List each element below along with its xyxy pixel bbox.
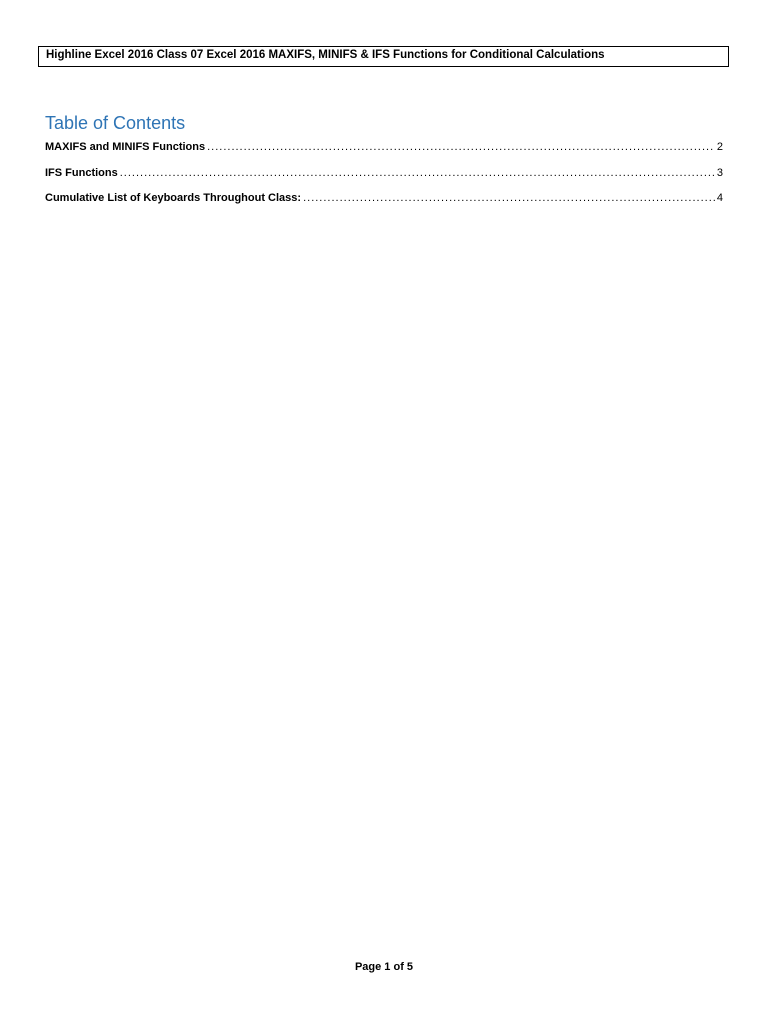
toc-entry-page: 2 <box>716 141 723 153</box>
header-title: Highline Excel 2016 Class 07 Excel 2016 MAXIFS, MINIFS & IFS Functions for Conditional Calculations <box>46 49 605 61</box>
toc-entry-text: Cumulative List of Keyboards Throughout Class: <box>45 192 302 204</box>
document-header <box>38 46 729 67</box>
toc-entry-text: IFS Functions <box>45 166 118 179</box>
toc-dot-leader <box>120 167 715 179</box>
toc-entry-text: MAXIFS and MINIFS Functions <box>45 141 206 153</box>
toc-dot-leader <box>303 192 715 204</box>
toc-title: Table of Contents <box>45 113 186 133</box>
toc-entry-page: 3 <box>716 166 723 179</box>
toc-entry-keyboards[interactable] <box>45 192 723 218</box>
toc-list <box>45 141 723 218</box>
toc-entry-ifs[interactable] <box>45 167 723 193</box>
page-number-label: Page 1 of 5 <box>354 961 414 973</box>
toc-dot-leader <box>207 141 715 153</box>
page-footer <box>0 961 768 973</box>
toc-entry-maxifs-minifs[interactable] <box>45 141 723 167</box>
toc-entry-page: 4 <box>716 192 723 204</box>
